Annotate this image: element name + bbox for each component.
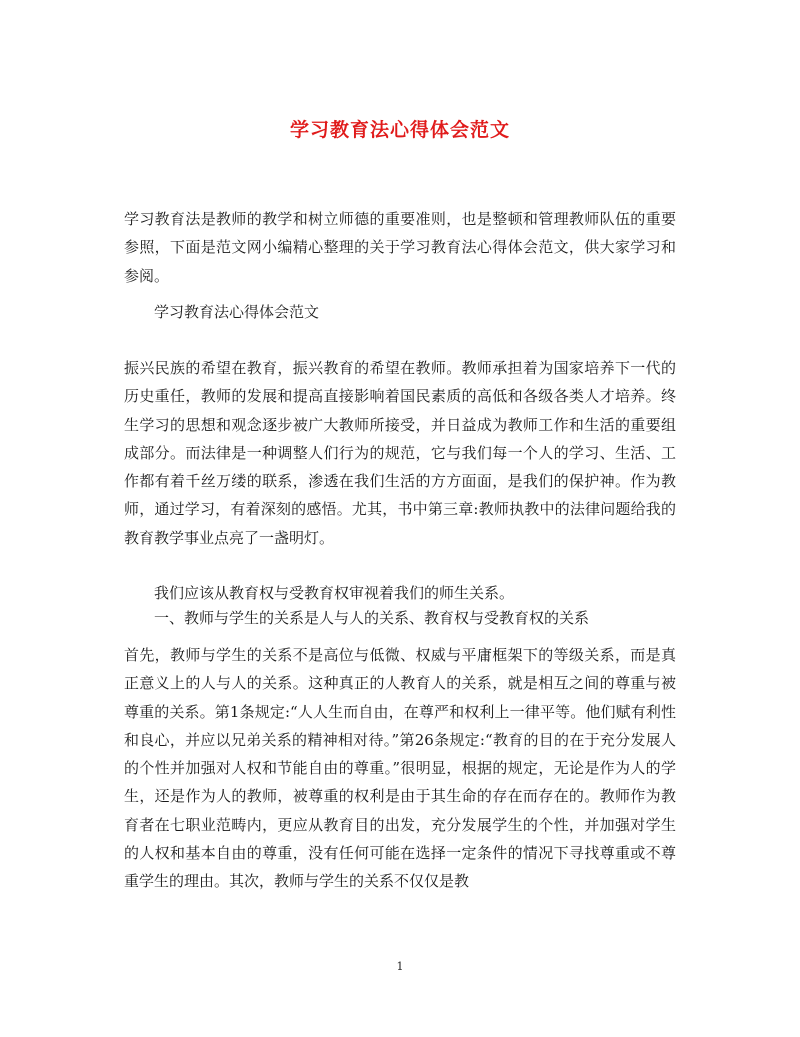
intro-paragraph: 学习教育法是教师的教学和树立师德的重要准则，也是整顿和管理教师队伍的重要参照，下面是范文网小编精心整理的关于学习教育法心得体会范文，供大家学习和参阅。 [124, 210, 676, 285]
subsection-heading: 一、教师与学生的关系是人与人的关系、教育权与受教育权的关系 [154, 609, 590, 627]
body-paragraph-3: 首先，教师与学生的关系不是高位与低微、权威与平庸框架下的等级关系，而是真正意义上的人与人的关系。这种真正的人教育人的关系，就是相互之间的尊重与被尊重的关系。第1条规定:“人人生而自由，在尊严和权利上一律平等。他们赋有利性和良心，并应以兄弟关系的精神相对待。”第26条规定:“教育的目的在于充分发展人的个性并加强对人权和节能自由的尊重。”很明显，根据的规定，无论是作为人的学生，还是作为人的教师，被尊重的权利是由于其生命的存在而存在的。教师作为教育者在七职业范畴内，更应从教育目的出发，充分发展学生的个性，并加强对学生的人权和基本自由的尊重，没有任何可能在选择一定条件的情况下寻找尊重或不尊重学生的理由。其次，教师与学生的关系不仅仅是教 [124, 646, 676, 891]
document-title: 学习教育法心得体会范文 [289, 118, 510, 141]
section-heading: 学习教育法心得体会范文 [154, 303, 320, 321]
body-paragraph-2: 我们应该从教育权与受教育权审视着我们的师生关系。 [154, 584, 515, 602]
body-paragraph-1: 振兴民族的希望在教育，振兴教育的希望在教师。教师承担着为国家培养下一代的历史重任，教师的发展和提高直接影响着国民素质的高低和各级各类人才培养。终生学习的思想和观念逐步被广大教师所接受，并日益成为教师工作和生活的重要组成部分。而法律是一种调整人们行为的规范，它与我们每一个人的学习、生活、工作都有着千丝万缕的联系，渗透在我们生活的方方面面，是我们的保护神。作为教师，通过学习，有着深刻的感悟。尤其，书中第三章:教师执教中的法律问题给我的教育教学事业点亮了一盏明灯。 [124, 359, 676, 547]
page-number: 1 [396, 960, 404, 973]
